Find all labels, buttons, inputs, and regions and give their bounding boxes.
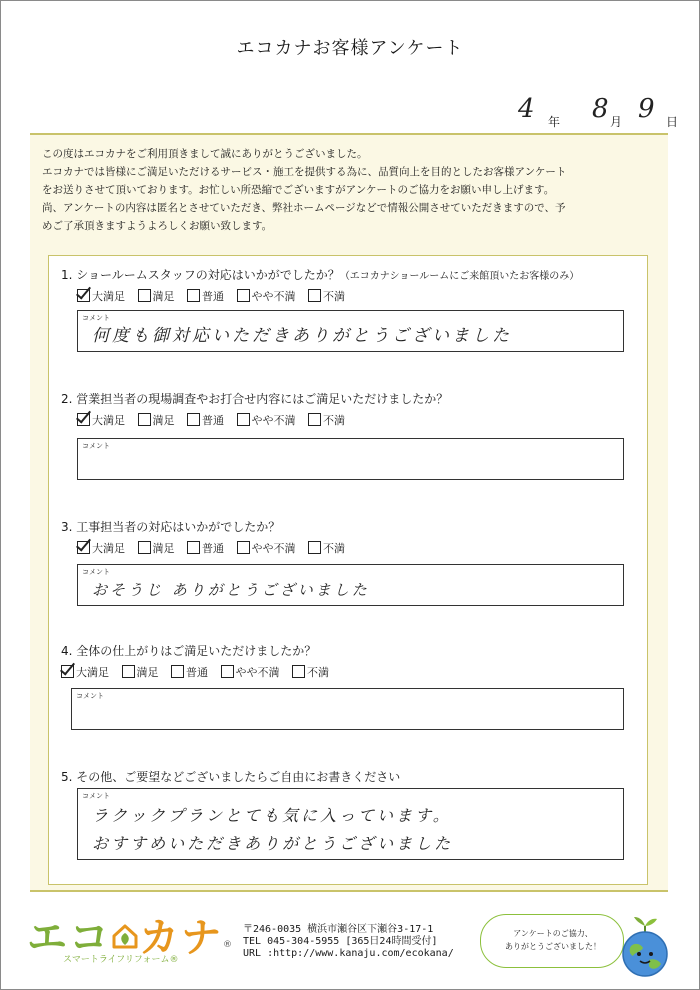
option-neutral[interactable]: 普通	[187, 540, 224, 556]
option-very-satisfied[interactable]: 大満足	[61, 664, 109, 680]
date-month-unit: 月	[610, 115, 623, 129]
checkbox[interactable]	[308, 289, 321, 302]
intro-line: をお送りさせて頂いております。お忙しい所恐縮でございますがアンケートのご協力をお願い申し上げます。	[42, 184, 555, 196]
ecokana-logo	[27, 906, 232, 963]
checkbox-checked[interactable]	[77, 541, 90, 554]
option-dissatisfied[interactable]: 不満	[308, 540, 345, 556]
thanks-text: アンケートのご協力、 ありがとうございました！	[505, 929, 601, 951]
logo-tagline: スマートライフリフォーム®	[63, 955, 179, 965]
comment-label: コメント	[82, 568, 110, 576]
intro-line: この度はエコカナをご利用頂きまして誠にありがとうございました。	[42, 148, 368, 160]
thanks-bubble	[480, 914, 624, 968]
intro-line: めご了承頂きますようよろしくお願い致します。	[42, 220, 273, 232]
option-somewhat-dissatisfied[interactable]: やや不満	[237, 540, 296, 556]
option-neutral[interactable]: 普通	[187, 412, 224, 428]
checkbox[interactable]	[122, 665, 135, 678]
questions-box	[48, 255, 648, 885]
checkbox[interactable]	[171, 665, 184, 678]
checkbox-checked[interactable]	[77, 289, 90, 302]
comment-box[interactable]	[71, 688, 624, 730]
comment-label: コメント	[76, 692, 104, 700]
intro-text	[42, 145, 660, 235]
checkbox[interactable]	[138, 289, 151, 302]
comment-handwriting: おそうじ ありがとうございました	[92, 581, 370, 599]
comment-handwriting-line: おすすめいただきありがとうございました	[92, 834, 454, 853]
checkbox-checked[interactable]	[77, 413, 90, 426]
date-year: 4	[518, 94, 535, 124]
date-day-unit: 日	[666, 115, 679, 129]
option-neutral[interactable]: 普通	[171, 664, 208, 680]
question-text: 3. 工事担当者の対応はいかがでしたか？	[61, 520, 281, 534]
checkbox[interactable]	[237, 413, 250, 426]
comment-box[interactable]	[77, 564, 624, 606]
url-line[interactable]: URL :http://www.kanaju.com/ecokana/	[243, 948, 454, 959]
comment-box[interactable]	[77, 788, 624, 860]
survey-panel	[30, 133, 668, 892]
option-dissatisfied[interactable]: 不満	[308, 412, 345, 428]
date-year-unit: 年	[548, 115, 561, 129]
logo-registered: ®	[223, 940, 232, 950]
checkbox[interactable]	[187, 541, 200, 554]
option-somewhat-dissatisfied[interactable]: やや不満	[237, 412, 296, 428]
intro-line: エコカナでは皆様にご満足いただけるサービス・施工を提供する為に、品質向上を目的としたお客様アンケート	[42, 166, 567, 178]
intro-line: 尚、アンケートの内容は匿名とさせていただき、弊社ホームページなどで情報公開させていただきますので、予	[42, 202, 566, 214]
option-dissatisfied[interactable]: 不満	[292, 664, 329, 680]
comment-label: コメント	[82, 314, 110, 322]
date-month: 8	[592, 94, 609, 124]
option-satisfied[interactable]: 満足	[138, 540, 175, 556]
option-somewhat-dissatisfied[interactable]: やや不満	[221, 664, 280, 680]
option-somewhat-dissatisfied[interactable]: やや不満	[237, 288, 296, 304]
globe-mascot-icon	[615, 912, 675, 982]
comment-box[interactable]	[77, 438, 624, 480]
checkbox[interactable]	[308, 541, 321, 554]
date-day: 9	[638, 94, 655, 124]
footer	[0, 900, 700, 990]
comment-handwriting-line: ラクックプランとても気に入っています。	[92, 806, 452, 825]
question-text: 5. その他、ご要望などございましたらご自由にお書きください	[61, 770, 401, 784]
logo-wordmark: エコ カナ	[27, 915, 223, 961]
option-dissatisfied[interactable]: 不満	[308, 288, 345, 304]
option-very-satisfied[interactable]: 大満足	[77, 540, 125, 556]
company-address	[243, 924, 454, 960]
page-title: エコカナお客様アンケート	[236, 38, 464, 59]
option-very-satisfied[interactable]: 大満足	[77, 412, 125, 428]
rating-options	[61, 664, 338, 680]
checkbox[interactable]	[221, 665, 234, 678]
checkbox[interactable]	[187, 289, 200, 302]
option-satisfied[interactable]: 満足	[138, 412, 175, 428]
checkbox[interactable]	[187, 413, 200, 426]
checkbox[interactable]	[237, 541, 250, 554]
question-text: 1. ショールームスタッフの対応はいかがでしたか？（エコカナショールームにご来館頂いたお客様のみ）	[61, 268, 580, 282]
rating-options	[77, 288, 354, 304]
rating-options	[77, 412, 354, 428]
option-very-satisfied[interactable]: 大満足	[77, 288, 125, 304]
comment-box[interactable]	[77, 310, 624, 352]
phone-line: TEL 045-304-5955 [365日24時間受付]	[243, 936, 438, 947]
question-text: 2. 営業担当者の現場調査やお打合せ内容にはご満足いただけましたか？	[61, 392, 449, 406]
checkbox[interactable]	[292, 665, 305, 678]
option-neutral[interactable]: 普通	[187, 288, 224, 304]
question-note: （エコカナショールームにご来館頂いたお客様のみ）	[339, 271, 580, 282]
checkbox-checked[interactable]	[61, 665, 74, 678]
rating-options	[77, 540, 354, 556]
checkbox[interactable]	[138, 413, 151, 426]
house-icon	[111, 923, 139, 949]
comment-handwriting: 何度も御対応いただきありがとうございました	[92, 326, 512, 346]
checkbox[interactable]	[237, 289, 250, 302]
comment-label: コメント	[82, 792, 110, 800]
question-text: 4. 全体の仕上がりはご満足いただけましたか？	[61, 644, 317, 658]
date-field	[500, 94, 690, 130]
option-satisfied[interactable]: 満足	[138, 288, 175, 304]
comment-label: コメント	[82, 442, 110, 450]
option-satisfied[interactable]: 満足	[122, 664, 159, 680]
address-line: 〒246-0035 横浜市瀬谷区下瀬谷3-17-1	[243, 924, 434, 935]
checkbox[interactable]	[308, 413, 321, 426]
checkbox[interactable]	[138, 541, 151, 554]
